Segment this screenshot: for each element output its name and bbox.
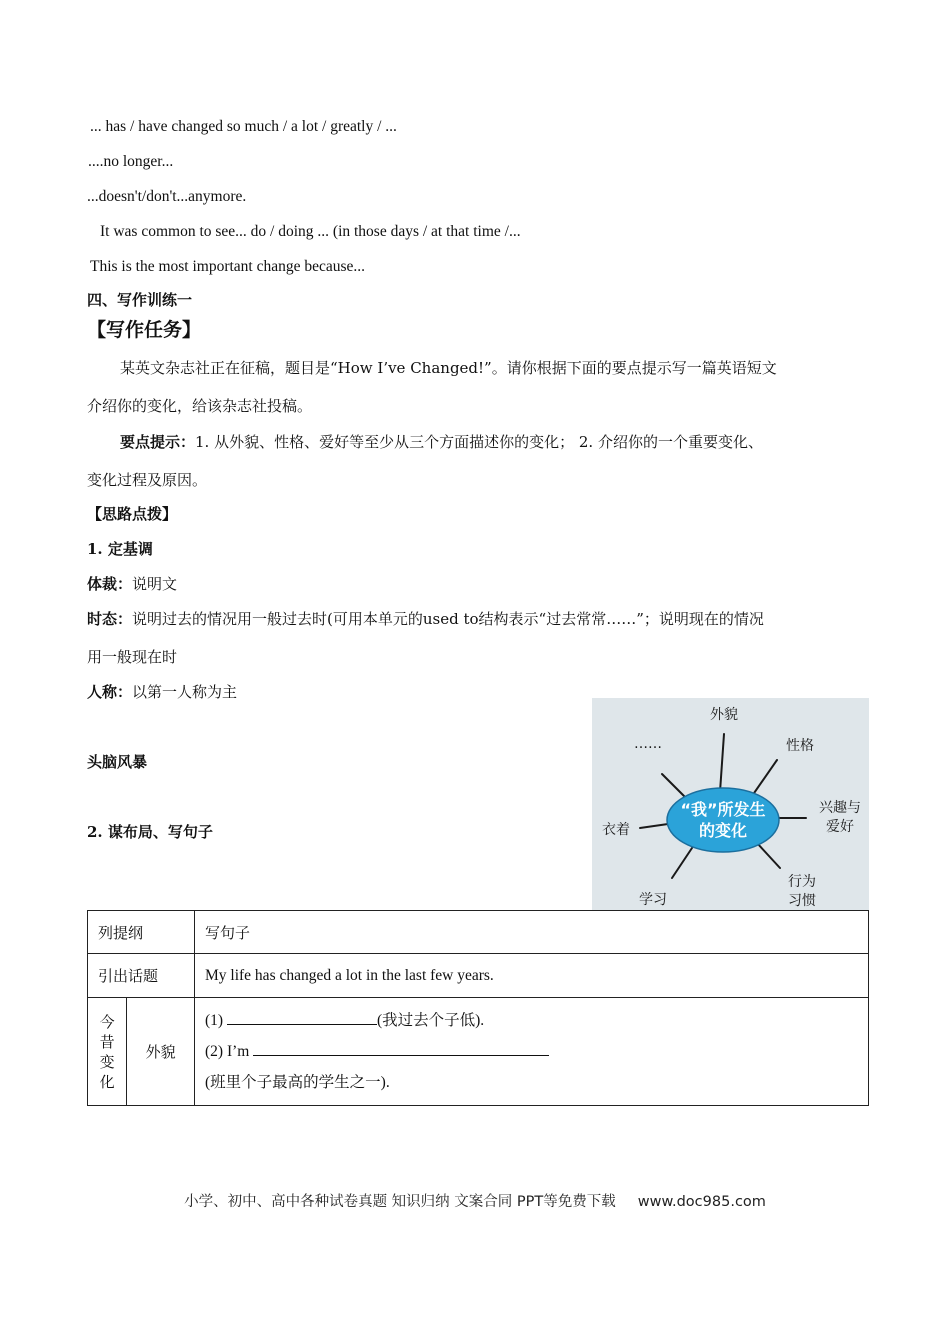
center-text-1: “我”所发生	[680, 800, 766, 819]
genre-value: 说明文	[132, 575, 178, 593]
task-heading: 【写作任务】	[87, 319, 202, 341]
phrase-line-1: ... has / have changed so much / a lot / greatly / ...	[90, 118, 397, 135]
header-outline-text: 列提纲	[98, 923, 144, 942]
genre-line	[87, 574, 177, 594]
row-appearance-label	[127, 998, 195, 1106]
person-label: 人称：	[87, 683, 133, 701]
points-text-1: 1. 从外貌、性格、爱好等至少从三个方面描述你的变化； 2. 介绍你的一个重要变化、	[195, 433, 763, 451]
tense-line-2: 用一般现在时	[87, 648, 178, 666]
branch-appearance: 外貌	[710, 707, 738, 723]
branch-clothing: 衣着	[602, 822, 630, 838]
row-group-label	[88, 998, 127, 1106]
section-heading: 四、写作训练一	[87, 291, 193, 309]
phrase-line-5: This is the most important change because...	[90, 258, 366, 275]
person-value: 以第一人称为主	[132, 683, 238, 701]
page-footer	[0, 1190, 950, 1211]
branch-behavior-1: 行为	[788, 874, 816, 890]
guide-step-1: 1. 定基调	[87, 540, 153, 558]
center-text-2: 的变化	[698, 821, 748, 840]
sentence-2-hint: (班里个子最高的学生之一).	[205, 1074, 390, 1091]
row-topic-sentence-text: My life has changed a lot in the last few years.	[205, 966, 494, 984]
guide-step-2: 2. 谋布局、写句子	[87, 823, 213, 841]
genre-label: 体裁：	[87, 575, 133, 593]
phrase-line-2: ....no longer...	[88, 153, 174, 170]
blank-2[interactable]	[253, 1041, 549, 1056]
phrase-line-3: ...doesn't/don't...anymore.	[87, 188, 247, 205]
blank-1[interactable]	[227, 1010, 377, 1025]
phrase-line-4: It was common to see... do / doing ... (in those days / at that time /...	[100, 223, 521, 240]
tense-line-1	[87, 609, 764, 629]
sentence-1	[205, 1005, 858, 1036]
header-sentences	[195, 911, 869, 954]
sentence-2	[205, 1036, 858, 1067]
center-bubble	[667, 788, 779, 852]
brainstorm-heading: 头脑风暴	[87, 753, 148, 771]
branch-behavior-2: 习惯	[788, 893, 816, 909]
footer-text: 小学、初中、高中各种试卷真题 知识归纳 文案合同 PPT等免费下载	[184, 1194, 616, 1210]
tense-label: 时态：	[87, 610, 133, 628]
table-row-topic	[88, 954, 869, 998]
branch-interest-2: 爱好	[826, 819, 854, 835]
points-line-1	[120, 432, 763, 452]
branch-ellipsis: ……	[634, 736, 662, 752]
group-char-1: 今	[99, 1012, 115, 1031]
row-topic-label-text: 引出话题	[98, 967, 159, 985]
group-char-2: 昔	[99, 1032, 115, 1051]
mind-map	[592, 698, 869, 910]
sentence-1-prefix: (1)	[205, 1012, 227, 1029]
row-appearance-sentences	[195, 998, 869, 1106]
outline-table	[87, 910, 869, 1106]
footer-url[interactable]: www.doc985.com	[637, 1194, 766, 1210]
tense-text-1: 说明过去的情况用一般过去时(可用本单元的used to结构表示“过去常常……”；说明现在的情况	[132, 610, 764, 628]
table-header-row	[88, 911, 869, 954]
task-paragraph-line-2: 介绍你的变化，给该杂志社投稿。	[87, 397, 313, 415]
group-char-3: 变	[99, 1052, 115, 1071]
task-paragraph-line-1: 某英文杂志社正在征稿，题目是“How I’ve Changed!”。请你根据下面的要点提示写一篇英语短文	[120, 359, 777, 377]
row-appearance-label-text: 外貌	[145, 1043, 176, 1061]
guide-heading: 【思路点拨】	[87, 505, 178, 523]
sentence-1-hint: (我过去个子低).	[376, 1012, 485, 1029]
group-char-4: 化	[99, 1072, 115, 1091]
points-label: 要点提示：	[120, 433, 196, 451]
branch-personality: 性格	[786, 738, 814, 754]
branch-study: 学习	[639, 892, 667, 908]
row-topic-label	[88, 954, 195, 998]
table-row-appearance	[88, 998, 869, 1106]
header-sentences-text: 写句子	[205, 923, 251, 942]
sentence-2-prefix: (2) I’m	[205, 1043, 254, 1060]
points-line-2: 变化过程及原因。	[87, 471, 208, 489]
header-outline	[88, 911, 195, 954]
row-topic-sentence	[195, 954, 869, 998]
branch-interest-1: 兴趣与	[819, 800, 861, 816]
person-line	[87, 682, 237, 702]
